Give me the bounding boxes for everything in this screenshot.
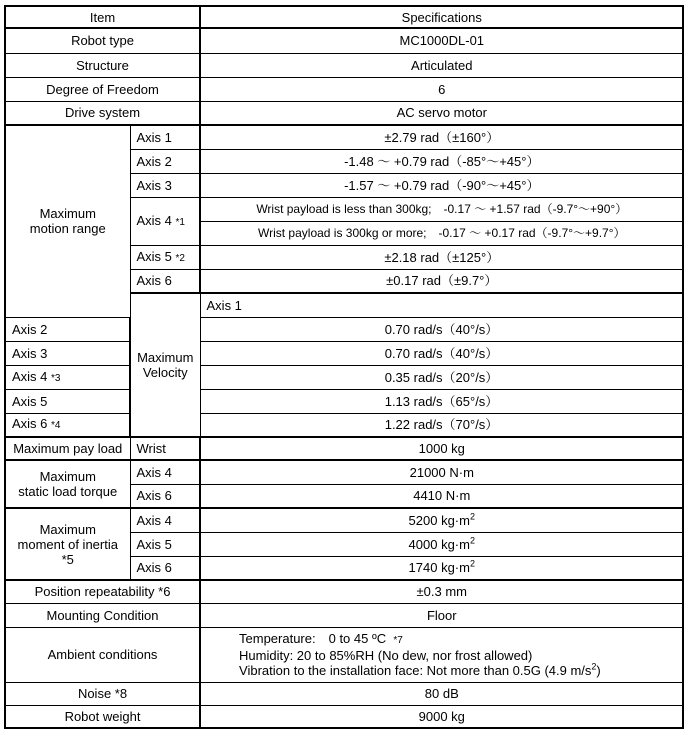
motion-axis1-label: Axis 1 bbox=[130, 125, 200, 149]
motion-axis4-value-b: Wrist payload is 300kg or more; -0.17 ～ +0.17 rad（-9.7°～+9.7°） bbox=[200, 221, 683, 245]
motion-axis5-value: ±2.18 rad（±125°） bbox=[200, 245, 683, 269]
payload-label: Maximum pay load bbox=[5, 437, 130, 460]
repeatability-value: ±0.3 mm bbox=[200, 580, 683, 603]
header-item: Item bbox=[5, 6, 200, 28]
torque-label: Maximum static load torque bbox=[5, 460, 130, 508]
inertia-axis4-value: 5200 $kg\cdot m^2$ bbox=[200, 508, 683, 532]
motion-range-label: Maximum motion range bbox=[5, 125, 130, 317]
ambient-value bbox=[200, 627, 683, 682]
ambient-humidity: Humidity: 20 to 85%RH (No dew, nor frost allowed) bbox=[239, 648, 533, 663]
velocity-axis2-value: 0.70 rad/s（40°/s） bbox=[200, 317, 683, 341]
table-row bbox=[5, 365, 683, 389]
mounting-label: Mounting Condition bbox=[5, 603, 200, 627]
torque-axis4-label: Axis 4 bbox=[130, 460, 200, 484]
motion-axis2-value: -1.48 ～ +0.79 rad（-85°～+45°） bbox=[200, 149, 683, 173]
drive-label: Drive system bbox=[5, 101, 200, 125]
dof-value: 6 bbox=[200, 77, 683, 101]
inertia-axis5-value: 4000 $kg\cdot m^2$ bbox=[200, 532, 683, 556]
mounting-value: Floor bbox=[200, 603, 683, 627]
inertia-axis6-label: Axis 6 bbox=[130, 556, 200, 580]
table-row bbox=[5, 437, 683, 460]
velocity-axis6-label: Axis 6 *4 bbox=[5, 413, 130, 437]
inertia-label: Maximum moment of inertia *5 bbox=[5, 508, 130, 580]
motion-axis3-label: Axis 3 bbox=[130, 173, 200, 197]
ambient-vibration: Vibration to the installation face: Not more than 0.5G (4.9 $m/s^2$) bbox=[239, 661, 601, 678]
noise-value: 80 dB bbox=[200, 682, 683, 705]
motion-axis6-value: ±0.17 rad（±9.7°） bbox=[200, 269, 683, 293]
payload-sub: Wrist bbox=[130, 437, 200, 460]
header-specifications: Specifications bbox=[200, 6, 683, 28]
table-row bbox=[5, 603, 683, 627]
structure-value: Articulated bbox=[200, 53, 683, 77]
inertia-axis5-label: Axis 5 bbox=[130, 532, 200, 556]
table-row bbox=[5, 580, 683, 603]
motion-axis2-label: Axis 2 bbox=[130, 149, 200, 173]
dof-label: Degree of Freedom bbox=[5, 77, 200, 101]
weight-label: Robot weight bbox=[5, 705, 200, 728]
table-row bbox=[5, 101, 683, 125]
table-row bbox=[5, 317, 683, 341]
table-row bbox=[5, 682, 683, 705]
structure-label: Structure bbox=[5, 53, 200, 77]
table-row bbox=[5, 508, 683, 532]
motion-axis4-value-a: Wrist payload is less than 300kg; -0.17 ～ +1.57 rad（-9.7°～+90°） bbox=[200, 197, 683, 221]
header-row bbox=[5, 6, 683, 28]
velocity-axis3-value: 0.70 rad/s（40°/s） bbox=[200, 341, 683, 365]
table-row bbox=[5, 53, 683, 77]
drive-value: AC servo motor bbox=[200, 101, 683, 125]
motion-axis3-value: -1.57 ～ +0.79 rad（-90°～+45°） bbox=[200, 173, 683, 197]
motion-axis6-label: Axis 6 bbox=[130, 269, 200, 293]
table-row bbox=[5, 627, 683, 682]
table-row bbox=[5, 341, 683, 365]
table-row bbox=[5, 413, 683, 437]
inertia-axis6-value: 1740 $kg\cdot m^2$ bbox=[200, 556, 683, 580]
torque-axis6-label: Axis 6 bbox=[130, 484, 200, 508]
velocity-axis2-label: Axis 2 bbox=[5, 317, 130, 341]
inertia-axis4-label: Axis 4 bbox=[130, 508, 200, 532]
table-row bbox=[5, 28, 683, 53]
velocity-axis1-label: Axis 1 bbox=[200, 293, 683, 317]
table-row bbox=[5, 389, 683, 413]
velocity-axis5-value: 1.13 rad/s（65°/s） bbox=[200, 389, 683, 413]
table-row bbox=[5, 77, 683, 101]
payload-value: 1000 kg bbox=[200, 437, 683, 460]
weight-value: 9000 kg bbox=[200, 705, 683, 728]
robot-type-label: Robot type bbox=[5, 28, 200, 53]
velocity-label: Maximum Velocity bbox=[130, 293, 200, 437]
noise-label: Noise *8 bbox=[5, 682, 200, 705]
table-row bbox=[5, 125, 683, 149]
ambient-temperature: Temperature: 0 to 45 ºC *7 bbox=[239, 631, 403, 646]
velocity-axis3-label: Axis 3 bbox=[5, 341, 130, 365]
velocity-axis5-label: Axis 5 bbox=[5, 389, 130, 413]
ambient-label: Ambient conditions bbox=[5, 627, 200, 682]
motion-axis1-value: ±2.79 rad（±160°） bbox=[200, 125, 683, 149]
torque-axis6-value: 4410 N·m bbox=[200, 484, 683, 508]
table-row bbox=[5, 460, 683, 484]
repeatability-label: Position repeatability *6 bbox=[5, 580, 200, 603]
motion-axis5-label: Axis 5 *2 bbox=[130, 245, 200, 269]
velocity-axis6-value: 1.22 rad/s（70°/s） bbox=[200, 413, 683, 437]
motion-axis4-label: Axis 4 *1 bbox=[130, 197, 200, 245]
robot-type-value: MC1000DL-01 bbox=[200, 28, 683, 53]
velocity-axis4-label: Axis 4 *3 bbox=[5, 365, 130, 389]
velocity-axis4-value: 0.35 rad/s（20°/s） bbox=[200, 365, 683, 389]
specifications-table bbox=[4, 5, 684, 729]
torque-axis4-value: 21000 N·m bbox=[200, 460, 683, 484]
